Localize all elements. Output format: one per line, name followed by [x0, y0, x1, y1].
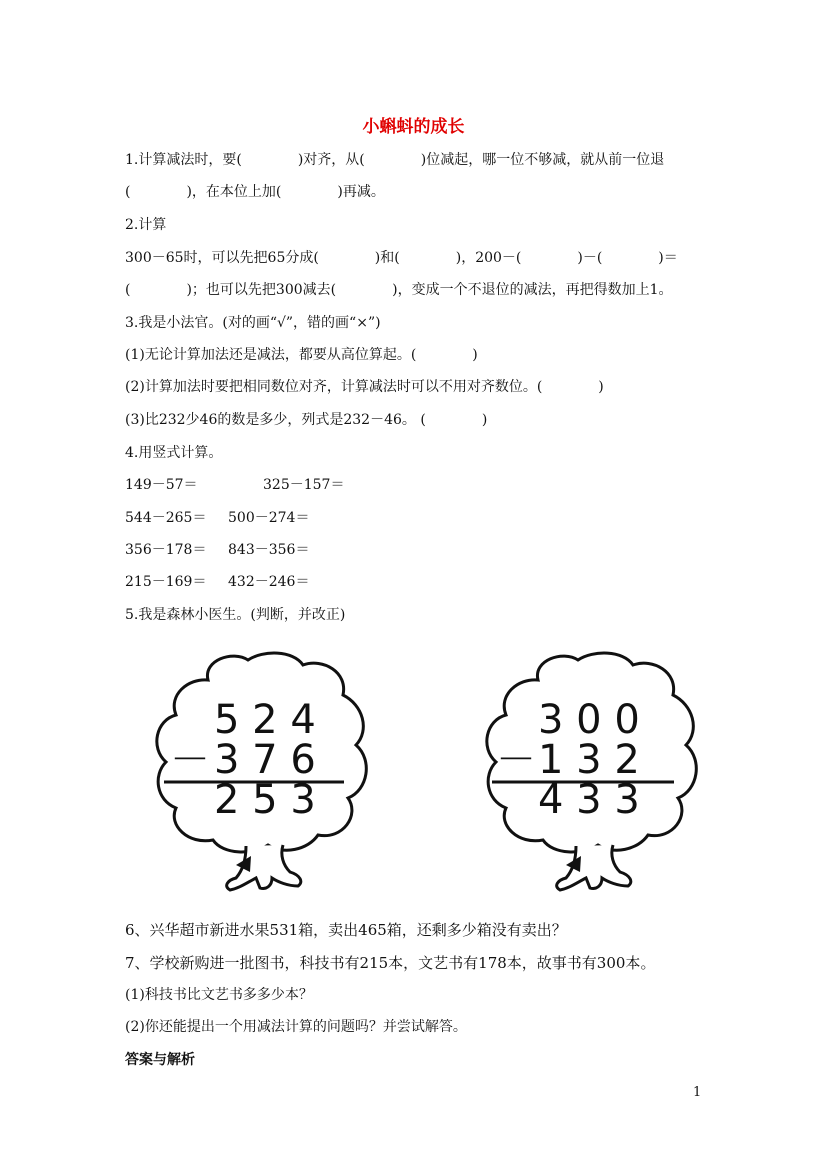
- minus-sign: －: [496, 737, 536, 783]
- answer-heading: 答案与解析: [125, 1052, 195, 1068]
- tree-2-result: 4 3 3: [538, 777, 640, 823]
- tree-1-result: 2 5 3: [214, 777, 316, 823]
- question-7-heading: 7、学校新购进一批图书，科技书有215本，文艺书有178本，故事书有300本。: [125, 954, 656, 972]
- question-6: 6、兴华超市新进水果531箱，卖出465箱，还剩多少箱没有卖出？: [125, 921, 567, 939]
- question-4-heading: 4.用竖式计算。: [125, 445, 223, 461]
- question-3-heading: 3.我是小法官。(对的画“√”，错的画“×”): [125, 315, 381, 331]
- calc-item: 500－274＝: [228, 510, 310, 526]
- question-2-line-2: ( )；也可以先把300减去( )，变成一个不退位的减法，再把得数加上1。: [125, 282, 673, 298]
- tree-figure-2: [478, 650, 708, 895]
- question-1-line-1: 1.计算减法时，要( )对齐，从( )位减起，哪一位不够减，就从前一位退: [125, 152, 665, 168]
- question-2-heading: 2.计算: [125, 217, 167, 233]
- question-3-item-1: (1)无论计算加法还是减法，都要从高位算起。( ): [125, 347, 478, 363]
- question-3-item-3: (3)比232少46的数是多少，列式是232－46。 ( ): [125, 412, 488, 428]
- calc-item: 325－157＝: [263, 477, 345, 493]
- minus-sign: －: [170, 737, 210, 783]
- tree-figure-1: [148, 650, 378, 895]
- page-number: 1: [693, 1085, 702, 1100]
- page-title: 小蝌蚪的成长: [362, 117, 465, 137]
- question-5-heading: 5.我是森林小医生。(判断，并改正): [125, 607, 346, 623]
- calc-item: 544－265＝: [125, 510, 207, 526]
- calc-item: 149－57＝: [125, 477, 198, 493]
- question-2-line-1: 300－65时，可以先把65分成( )和( )，200－( )－( )＝: [125, 250, 678, 266]
- tree-1-minuend: 5 2 4: [214, 697, 316, 743]
- question-3-item-2: (2)计算加法时要把相同数位对齐，计算减法时可以不用对齐数位。( ): [125, 379, 604, 395]
- question-1-line-2: ( )，在本位上加( )再减。: [125, 184, 385, 200]
- tree-2-subtrahend: 1 3 2: [538, 737, 640, 783]
- question-7-item-2: (2)你还能提出一个用减法计算的问题吗？并尝试解答。: [125, 1019, 467, 1035]
- calc-item: 432－246＝: [228, 574, 310, 590]
- question-7-item-1: (1)科技书比文艺书多多少本？: [125, 987, 313, 1003]
- calc-item: 356－178＝: [125, 542, 207, 558]
- calc-item: 215－169＝: [125, 574, 207, 590]
- tree-2-minuend: 3 0 0: [538, 697, 640, 743]
- tree-1-subtrahend: 3 7 6: [214, 737, 316, 783]
- calc-item: 843－356＝: [228, 542, 310, 558]
